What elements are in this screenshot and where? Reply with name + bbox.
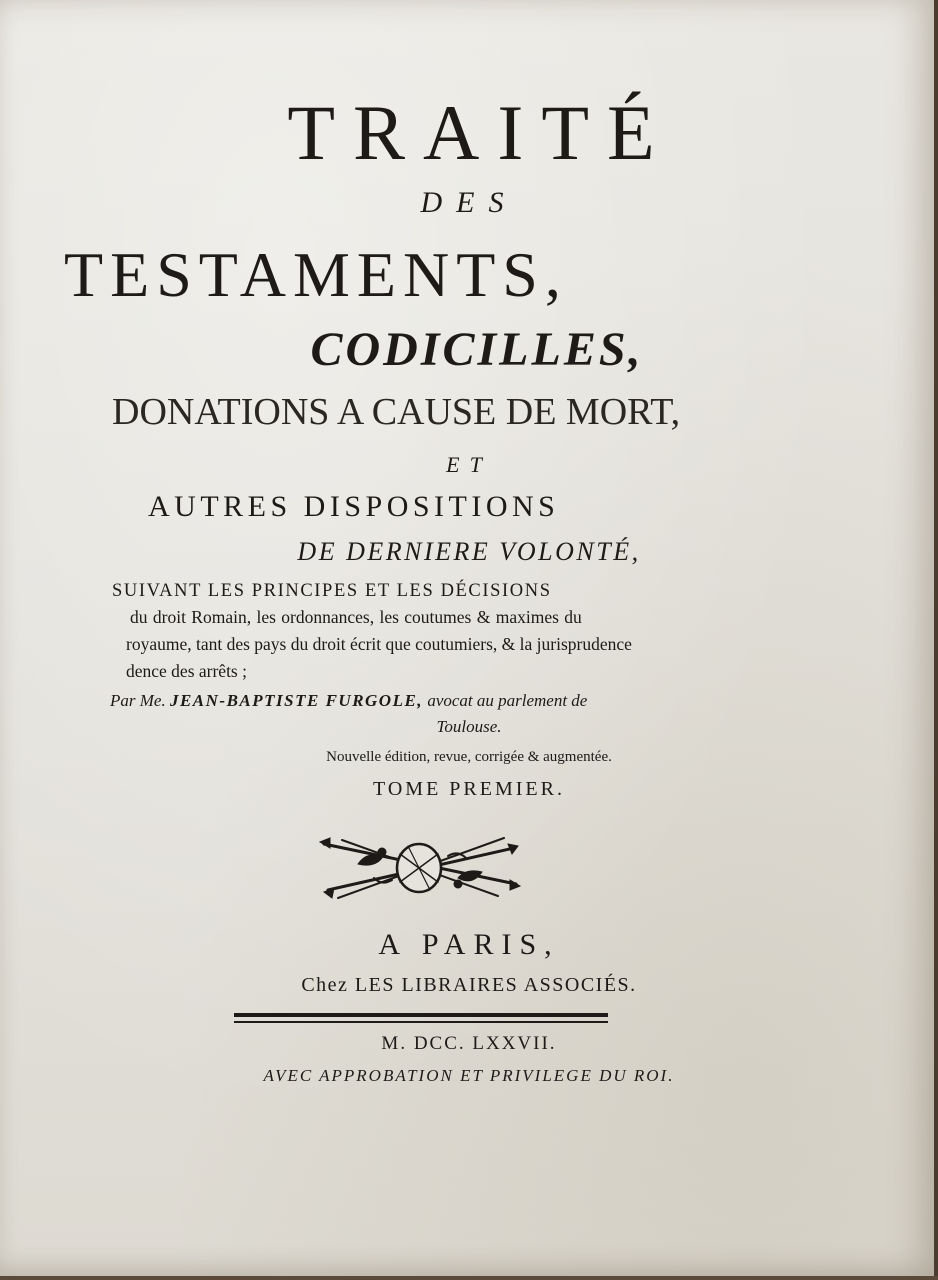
subtitle-testaments: TESTAMENTS, bbox=[64, 239, 568, 310]
author-byline bbox=[110, 691, 750, 711]
description-heading: SUIVANT LES PRINCIPES ET LES DÉCISIONS bbox=[112, 581, 552, 601]
subtitle-donations: DONATIONS A CAUSE DE MORT, bbox=[112, 391, 681, 433]
subtitle-derniere: DE DERNIERE VOLONTÉ, bbox=[297, 537, 641, 566]
main-title: TRAITÉ bbox=[287, 89, 673, 176]
double-rule-thin bbox=[234, 1021, 608, 1023]
description-line-3: dence des arrêts ; bbox=[126, 661, 247, 681]
byline-prefix: Par Me. bbox=[110, 691, 166, 710]
double-rule-thick bbox=[234, 1013, 608, 1017]
author-name: JEAN-BAPTISTE FURGOLE, bbox=[169, 691, 424, 710]
trophy-of-arms-vignette-icon bbox=[318, 830, 522, 906]
imprint-publisher: Chez LES LIBRAIRES ASSOCIÉS. bbox=[301, 974, 637, 996]
edition-statement: Nouvelle édition, revue, corrigée & augmentée. bbox=[326, 749, 612, 765]
description-line-1: du droit Romain, les ordonnances, les coutumes & maximes du bbox=[130, 607, 582, 627]
imprint-date: M. DCC. LXXVII. bbox=[381, 1033, 557, 1054]
subtitle-codicilles: CODICILLES, bbox=[310, 323, 644, 376]
subtitle-autres: AUTRES DISPOSITIONS bbox=[148, 490, 560, 523]
subtitle-des: DES bbox=[420, 186, 518, 219]
royal-privilege: AVEC APPROBATION ET PRIVILEGE DU ROI. bbox=[263, 1066, 675, 1085]
byline-suffix: avocat au parlement de bbox=[427, 691, 588, 710]
imprint-place: A PARIS, bbox=[378, 928, 560, 961]
subtitle-et: ET bbox=[446, 452, 492, 477]
author-city: Toulouse. bbox=[436, 717, 502, 736]
description-line-2: royaume, tant des pays du droit écrit que coutumiers, & la jurisprudence bbox=[126, 634, 632, 654]
volume-label: TOME PREMIER. bbox=[373, 778, 565, 800]
